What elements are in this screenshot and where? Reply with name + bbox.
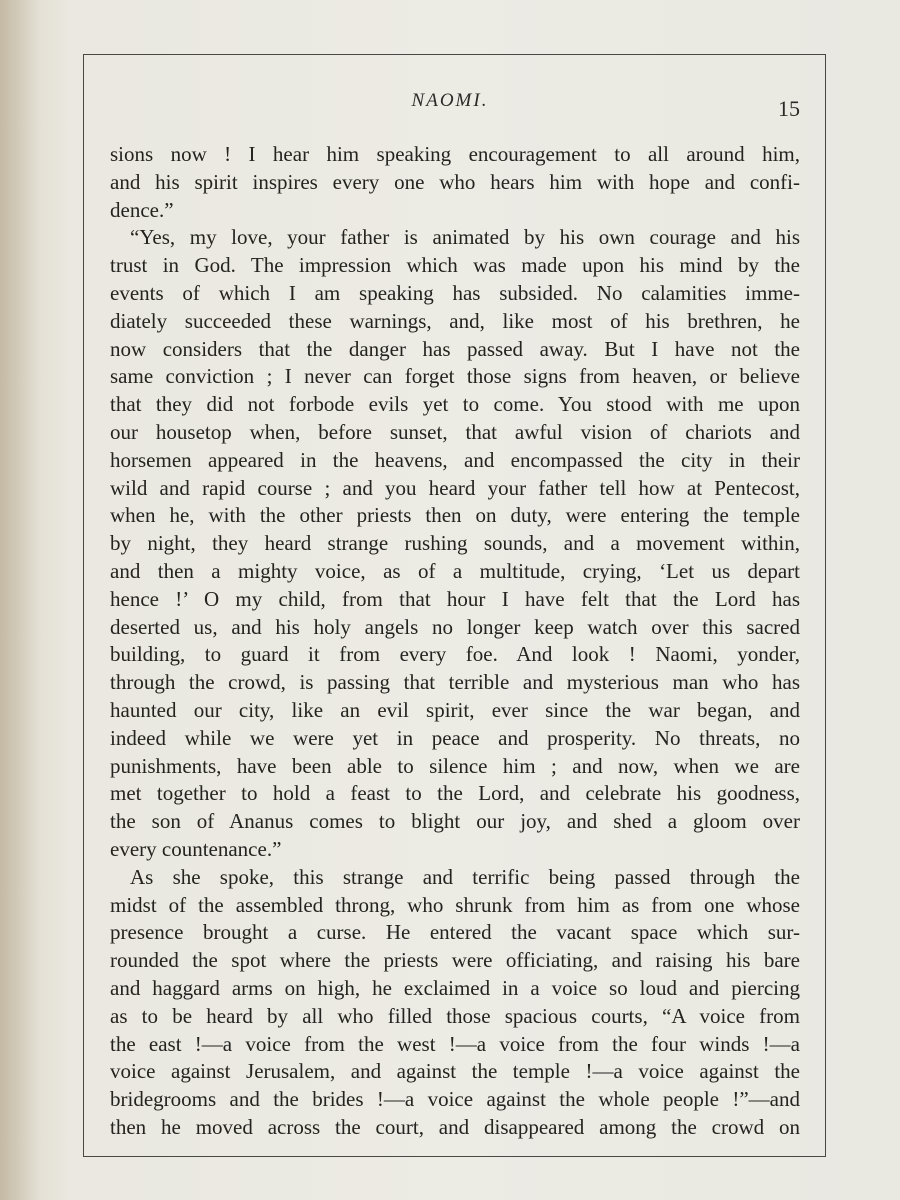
text-line: sions now ! I hear him speaking encouragement to all around him, <box>110 142 800 166</box>
text-line: midst of the assembled throng, who shrunk from him as from one whose <box>110 892 800 917</box>
text-line: rounded the spot where the priests were officiating, and raising his bare <box>110 948 800 973</box>
text-line: when he, with the other priests then on duty, were entering the temple <box>110 503 800 528</box>
text-line: the son of Ananus comes to blight our joy, and shed a gloom over <box>110 809 800 834</box>
text-line: presence brought a curse. He entered the vacant space which sur- <box>110 920 800 945</box>
text-line: that they did not forbode evils yet to come. You stood with me upon <box>110 392 800 417</box>
text-line: building, to guard it from every foe. And look ! Naomi, yonder, <box>110 642 800 667</box>
text-line: our housetop when, before sunset, that awful vision of chariots and <box>110 419 800 444</box>
text-line: by night, they heard strange rushing sounds, and a movement within, <box>110 531 800 556</box>
text-line: bridegrooms and the brides !—a voice against the whole people !”—and <box>110 1087 800 1112</box>
body-text <box>110 141 800 1142</box>
text-line: deserted us, and his holy angels no longer keep watch over this sacred <box>110 614 800 639</box>
text-line: events of which I am speaking has subsided. No calamities imme- <box>110 280 800 305</box>
text-line: “Yes, my love, your father is animated by his own courage and his <box>130 225 800 250</box>
text-line: dence.” <box>110 197 174 222</box>
text-line: and his spirit inspires every one who hears him with hope and confi- <box>110 169 800 194</box>
text-line: the east !—a voice from the west !—a voice from the four winds !—a <box>110 1031 800 1056</box>
text-line: then he moved across the court, and disappeared among the crowd on <box>110 1114 800 1139</box>
text-line: through the crowd, is passing that terrible and mysterious man who has <box>110 670 800 695</box>
text-line: hence !’ O my child, from that hour I have felt that the Lord has <box>110 586 800 611</box>
page-number: 15 <box>778 96 800 121</box>
text-line: punishments, have been able to silence him ; and now, when we are <box>110 753 800 778</box>
text-line: and haggard arms on high, he exclaimed in a voice so loud and piercing <box>110 975 800 1000</box>
text-line: horsemen appeared in the heavens, and encompassed the city in their <box>110 447 800 472</box>
text-line: as to be heard by all who filled those spacious courts, “A voice from <box>110 1003 800 1028</box>
running-head: NAOMI. <box>411 90 489 111</box>
text-line: met together to hold a feast to the Lord, and celebrate his goodness, <box>110 781 800 806</box>
text-line: and then a mighty voice, as of a multitude, crying, ‘Let us depart <box>110 558 800 583</box>
text-line: trust in God. The impression which was made upon his mind by the <box>110 253 800 278</box>
text-line: indeed while we were yet in peace and prosperity. No threats, no <box>110 725 800 750</box>
text-line: diately succeeded these warnings, and, like most of his brethren, he <box>110 308 800 333</box>
text-line: same conviction ; I never can forget those signs from heaven, or believe <box>110 364 800 389</box>
text-line: every countenance.” <box>110 836 282 861</box>
page-spine-shadow <box>0 0 40 1200</box>
text-line: now considers that the danger has passed away. But I have not the <box>110 336 800 361</box>
text-line: haunted our city, like an evil spirit, ever since the war began, and <box>110 697 800 722</box>
text-line: voice against Jerusalem, and against the temple !—a voice against the <box>110 1059 800 1084</box>
text-line: wild and rapid course ; and you heard your father tell how at Pentecost, <box>110 475 800 500</box>
text-line: As she spoke, this strange and terrific being passed through the <box>130 864 800 889</box>
